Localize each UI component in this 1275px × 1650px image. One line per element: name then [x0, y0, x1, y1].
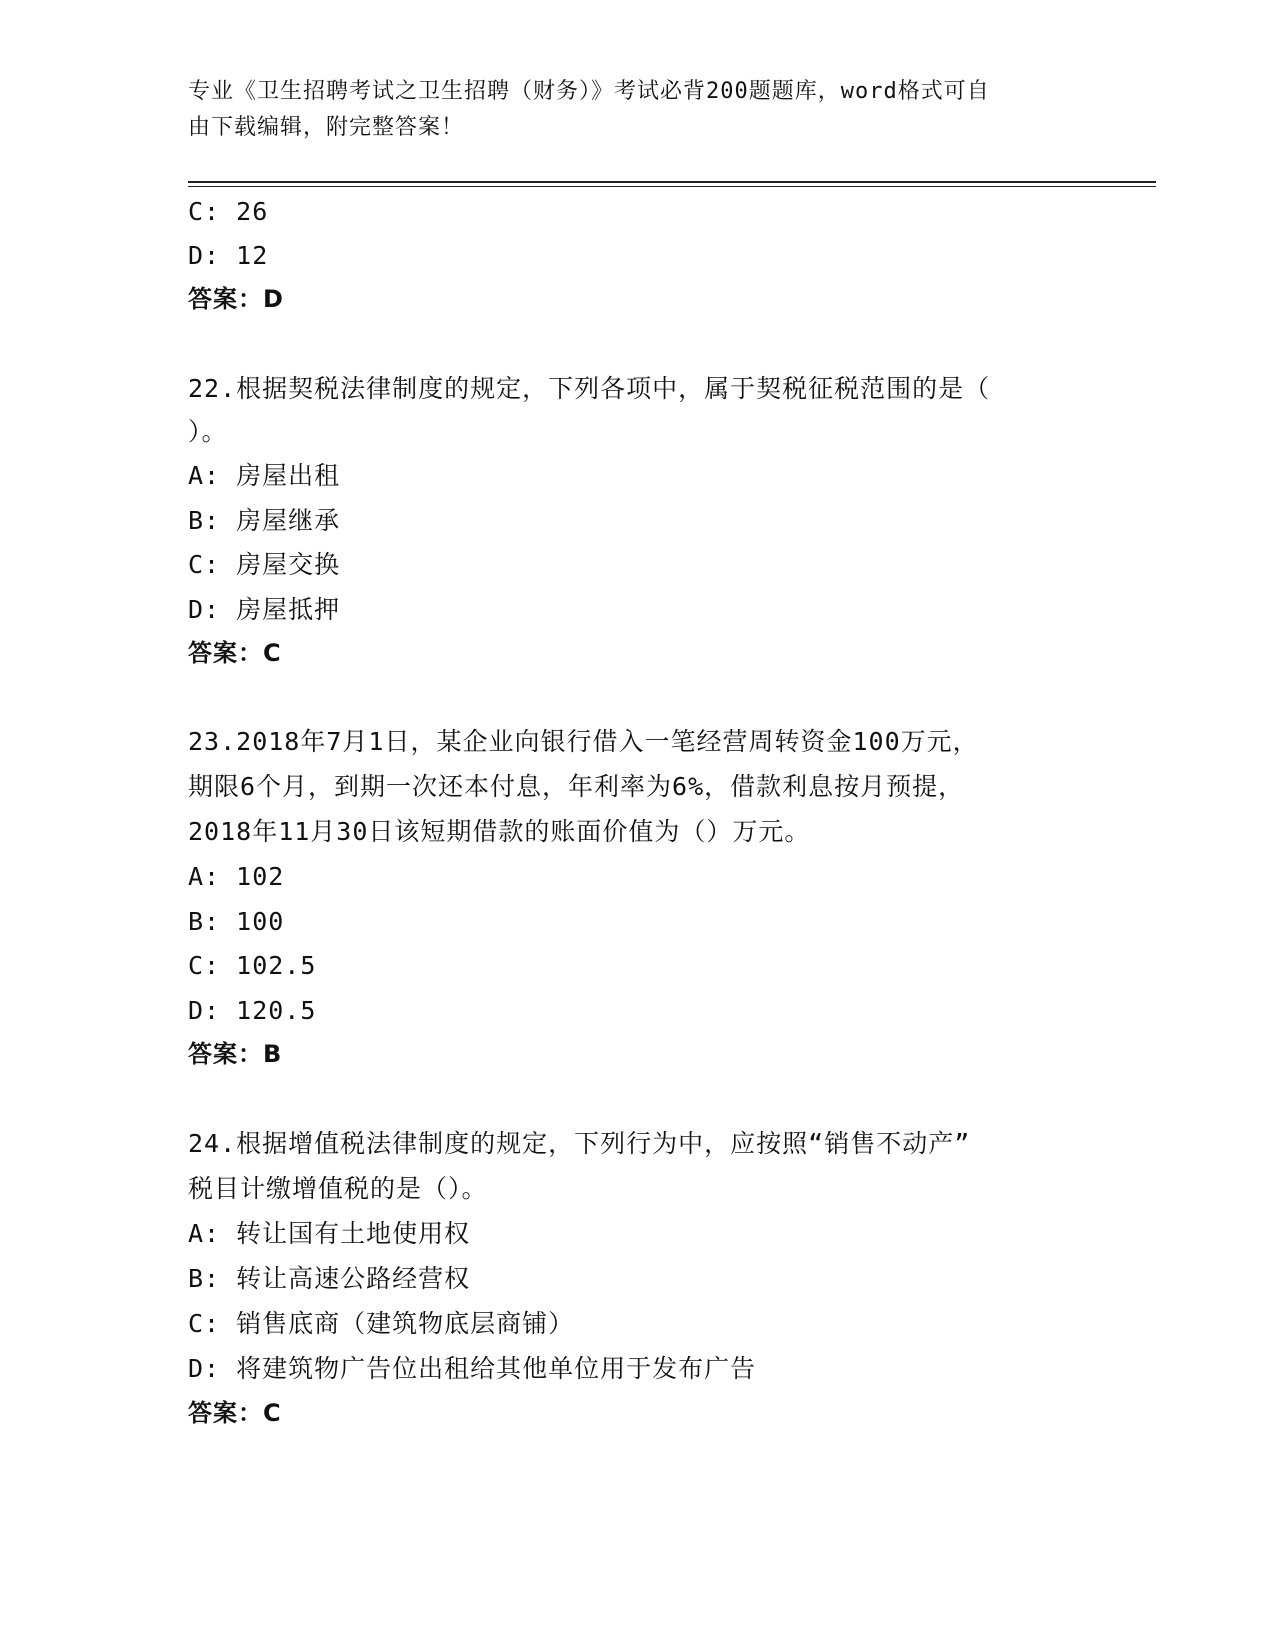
q22-answer: 答案：C — [188, 639, 282, 667]
header-divider-thin — [188, 186, 1156, 187]
q23-option-d: D: 120.5 — [188, 996, 317, 1025]
q23-answer: 答案：B — [188, 1040, 283, 1068]
q24-option-a: A: 转让国有土地使用权 — [188, 1219, 471, 1248]
q21-answer: 答案：D — [188, 285, 284, 313]
q22-option-a: A: 房屋出租 — [188, 461, 341, 490]
header-divider-thick — [188, 181, 1156, 183]
q21-option-d: D: 12 — [188, 241, 269, 270]
header-line-2: 由下载编辑，附完整答案！ — [188, 115, 465, 140]
q21-option-c: C: 26 — [188, 197, 269, 226]
q24-answer: 答案：C — [188, 1399, 282, 1427]
q23-stem-line-1: 23.2018年7月1日，某企业向银行借入一笔经营周转资金100万元， — [188, 727, 979, 756]
q23-option-c: C: 102.5 — [188, 951, 317, 980]
q22-stem-line-1: 22.根据契税法律制度的规定，下列各项中，属于契税征税范围的是（ — [188, 374, 991, 403]
q24-option-d: D: 将建筑物广告位出租给其他单位用于发布广告 — [188, 1354, 757, 1383]
q24-stem-line-1: 24.根据增值税法律制度的规定，下列行为中，应按照“销售不动产” — [188, 1129, 971, 1158]
q22-option-b: B: 房屋继承 — [188, 506, 341, 535]
q24-option-b: B: 转让高速公路经营权 — [188, 1264, 471, 1293]
header-line-1: 专业《卫生招聘考试之卫生招聘（财务）》考试必背200题题库，word格式可自 — [188, 79, 990, 104]
q23-option-a: A: 102 — [188, 862, 285, 891]
q23-stem-line-3: 2018年11月30日该短期借款的账面价值为（）万元。 — [188, 817, 811, 846]
q24-option-c: C: 销售底商（建筑物底层商铺） — [188, 1309, 575, 1338]
q22-option-d: D: 房屋抵押 — [188, 595, 341, 624]
q22-option-c: C: 房屋交换 — [188, 550, 341, 579]
q23-stem-line-2: 期限6个月，到期一次还本付息，年利率为6%，借款利息按月预提， — [188, 772, 965, 801]
q22-stem-line-2: ）。 — [188, 417, 228, 446]
document-header — [188, 74, 1068, 146]
q23-option-b: B: 100 — [188, 907, 285, 936]
q24-stem-line-2: 税目计缴增值税的是（）。 — [188, 1174, 488, 1203]
